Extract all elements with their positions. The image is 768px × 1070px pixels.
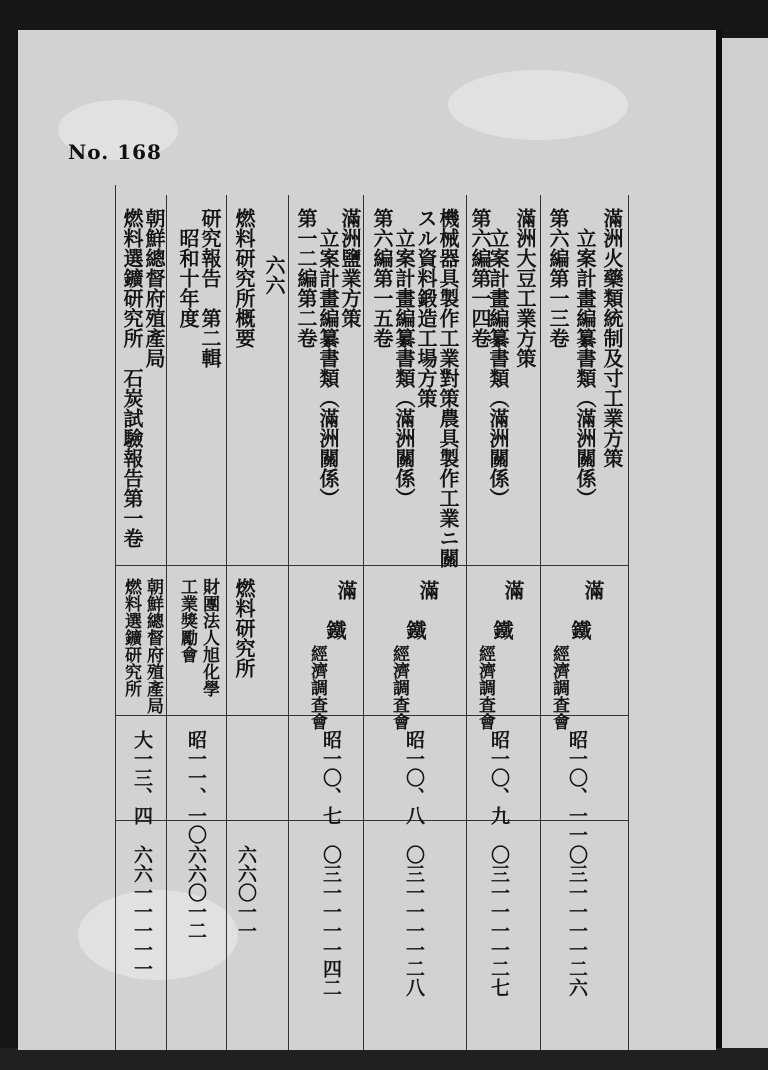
row-7-date: 昭一一、一〇 — [185, 730, 207, 844]
row-7-publisher-2: 工業獎勵會 — [177, 578, 197, 663]
row-4-title-line-3: 第一二編第二卷 — [294, 208, 318, 348]
row-separator — [363, 195, 364, 1050]
row-3-code: 〇三一一一一二八 — [403, 845, 425, 997]
row-2-title-line-1: 滿洲大豆工業方策 — [513, 208, 537, 368]
row-1-code: 〇三一一一一二六 — [566, 845, 588, 997]
row-1-publisher-3: 經濟調査會 — [549, 645, 569, 730]
adjacent-page-edge — [722, 38, 768, 1050]
row-1-title-line-3: 第六編第一三卷 — [546, 208, 570, 348]
row-3-title-line-3: 立案計畫編纂書類（滿洲關係） — [392, 228, 416, 508]
row-8-date: 大一三、四 — [131, 730, 153, 825]
table-right-border — [628, 195, 629, 1050]
paper-stain — [448, 70, 628, 140]
row-3-publisher-2: 鐵 — [403, 620, 427, 640]
row-1-title-line-2: 立案計畫編纂書類（滿洲關係） — [573, 228, 597, 508]
row-4-code: 〇三一一一一四二 — [320, 845, 342, 997]
page-number: No. 168 — [68, 140, 162, 164]
row-1-title-line-1: 滿洲火藥類統制及寸工業方策 — [600, 208, 624, 468]
scan-bottom-edge — [0, 1048, 768, 1070]
row-separator — [288, 195, 289, 1050]
row-2-publisher-2: 鐵 — [490, 620, 514, 640]
row-3-publisher-1: 滿 — [416, 580, 440, 600]
row-6-code: 六六〇一一 — [235, 845, 257, 940]
row-7-title-line-1: 研究報告 第二輯 — [198, 208, 222, 368]
row-2-title-line-3: 第六編第一四卷 — [468, 208, 492, 348]
row-separator — [466, 195, 467, 1050]
row-2-date: 昭一〇、九 — [488, 730, 510, 825]
table-left-border — [115, 185, 116, 1050]
row-2-title-line-2: 立案計畫編纂書類（滿洲關係） — [486, 228, 510, 508]
catalog-page — [18, 30, 716, 1050]
row-3-title-line-1: 機械器具製作工業對策農具製作工業ニ關 — [436, 208, 460, 568]
row-1-date: 昭一〇、一一 — [566, 730, 588, 844]
row-2-publisher-3: 經濟調査會 — [475, 645, 495, 730]
row-separator — [166, 195, 167, 1050]
row-4-title-line-1: 滿洲鹽業方策 — [338, 208, 362, 328]
row-7-publisher-1: 財團法人旭化學 — [199, 578, 219, 697]
row-separator — [226, 195, 227, 1050]
row-4-title-line-2: 立案計畫編纂書類（滿洲關係） — [316, 228, 340, 508]
title-column-divider — [115, 565, 628, 566]
section-number: 六六 — [262, 255, 286, 295]
row-6-publisher-1: 燃料研究所 — [232, 578, 256, 678]
row-6-title-line-1: 燃料研究所概要 — [232, 208, 256, 348]
row-4-publisher-1: 滿 — [334, 580, 358, 600]
row-2-code: 〇三一一一一二七 — [488, 845, 510, 997]
row-8-publisher-1: 朝鮮總督府殖產局 — [143, 578, 163, 714]
row-3-publisher-3: 經濟調査會 — [389, 645, 409, 730]
row-3-date: 昭一〇、八 — [403, 730, 425, 825]
row-7-title-line-2: 昭和十年度 — [176, 228, 200, 328]
row-3-title-line-4: 第六編第一五卷 — [370, 208, 394, 348]
row-8-title-line-2: 燃料選鑛研究所 石炭試驗報告第一卷 — [120, 208, 144, 548]
row-separator — [540, 195, 541, 1050]
row-7-code: 六六〇一二 — [185, 845, 207, 940]
row-1-publisher-1: 滿 — [581, 580, 605, 600]
row-4-publisher-2: 鐵 — [323, 620, 347, 640]
row-8-publisher-2: 燃料選鑛研究所 — [121, 578, 141, 697]
row-1-publisher-2: 鐵 — [568, 620, 592, 640]
row-3-title-line-2: スル資料鍛造工場方策 — [414, 208, 438, 408]
row-2-publisher-1: 滿 — [501, 580, 525, 600]
row-8-title-line-1: 朝鮮總督府殖產局 — [142, 208, 166, 368]
row-8-code: 六六一一一一一 — [131, 845, 153, 978]
row-4-date: 昭一〇、七 — [320, 730, 342, 825]
row-4-publisher-3: 經濟調査會 — [307, 645, 327, 730]
paper-stain — [78, 890, 238, 980]
